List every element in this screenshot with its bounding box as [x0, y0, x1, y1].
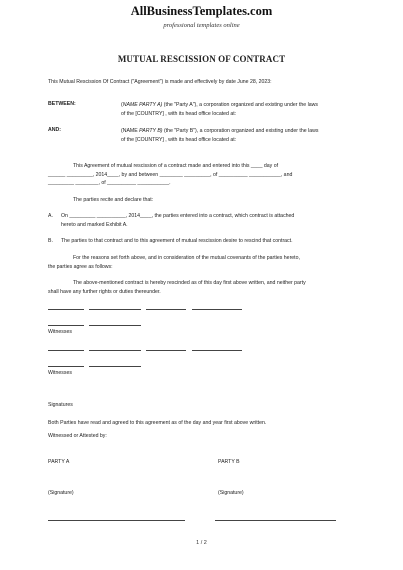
item-b-line-1: The parties to that contract and to this agreement of mutual rescission desire to rescind that contract.: [61, 238, 293, 244]
witnesses-label-1: Witnesses: [48, 329, 72, 335]
signature-b-label: (Signature): [218, 490, 244, 496]
signature-line: [146, 350, 186, 351]
between-label: BETWEEN:: [48, 101, 76, 107]
item-a-marker: A.: [48, 213, 53, 219]
both-parties-line: Both Parties have read and agreed to this agreement as of the day and year first above written.: [48, 420, 267, 426]
signature-a-label: (Signature): [48, 490, 74, 496]
and-line-2: of the [COUNTRY] , with its head office located at:: [121, 136, 237, 143]
between-line-2: of the [COUNTRY] , with its head office located at:: [121, 110, 237, 117]
party-b-signature-line: [215, 520, 336, 521]
and-desc: (the "Party B"), a corporation organized and existing under the laws: [162, 128, 319, 134]
rescinded-line-1: The above-mentioned contract is hereby rescinded as of this day first above written, and neither party: [73, 280, 306, 286]
signature-line: [146, 309, 186, 310]
brand-tagline: professional templates online: [163, 22, 240, 29]
signature-line: [192, 309, 242, 310]
brand-name[interactable]: AllBusinessTemplates.com: [130, 4, 273, 18]
party-b-label: PARTY B: [218, 459, 240, 465]
reasons-line-2: the parties agree as follows:: [48, 263, 113, 270]
agreement-line-1: This Agreement of mutual rescission of a contract made and entered into this ____ day of: [73, 163, 279, 169]
reasons-line-1: For the reasons set forth above, and in consideration of the mutual covenants of the parties hereto,: [73, 255, 300, 261]
party-b-name-placeholder: PARTY B): [139, 128, 163, 134]
document-title: MUTUAL RESCISSION OF CONTRACT: [117, 54, 286, 64]
document-header: [0, 0, 403, 29]
item-a-line-1: On _________ __________, 2014____, the parties entered into a contract, which contract is attached: [61, 213, 295, 219]
signature-line: [89, 350, 141, 351]
signature-line: [192, 350, 242, 351]
party-a-label: PARTY A: [48, 459, 70, 465]
item-b-marker: B.: [48, 238, 53, 244]
and-label: AND:: [48, 127, 61, 133]
signatures-label: Signatures: [48, 402, 73, 408]
signature-line: [48, 366, 84, 367]
signature-line: [48, 309, 84, 310]
agreement-line-2: ______ _________, 2014____, by and between ________ _________, of __________ ___________, and: [48, 171, 293, 178]
page-number: 1 / 2: [196, 540, 207, 546]
signature-line: [89, 366, 141, 367]
item-a-line-2: hereto and marked Exhibit A.: [61, 221, 128, 228]
signature-line: [89, 309, 141, 310]
agreement-line-3: _________ ________, of __________ ___________.: [48, 180, 171, 186]
signature-line: [48, 325, 84, 326]
and-open: (NAME: [121, 128, 140, 134]
intro-paragraph: This Mutual Rescission Of Contract ("Agreement") is made and effectively by date June 28, 2023:: [48, 79, 272, 85]
signature-line: [89, 325, 141, 326]
rescinded-line-2: shall have any further rights or duties thereunder.: [48, 288, 161, 295]
and-line-1: [121, 127, 381, 135]
signature-line: [48, 350, 84, 351]
between-open: (: [121, 102, 123, 108]
between-line-1: [121, 101, 381, 109]
party-a-name-placeholder: NAME PARTY A): [122, 102, 163, 108]
witnesses-label-2: Witnesses: [48, 370, 72, 376]
recite-line: The parties recite and declare that:: [73, 197, 154, 203]
party-a-signature-line: [48, 520, 185, 521]
between-desc: (the "Party A"), a corporation organized and existing under the laws: [162, 102, 318, 108]
witnessed-by-line: Witnessed or Attested by:: [48, 433, 107, 439]
